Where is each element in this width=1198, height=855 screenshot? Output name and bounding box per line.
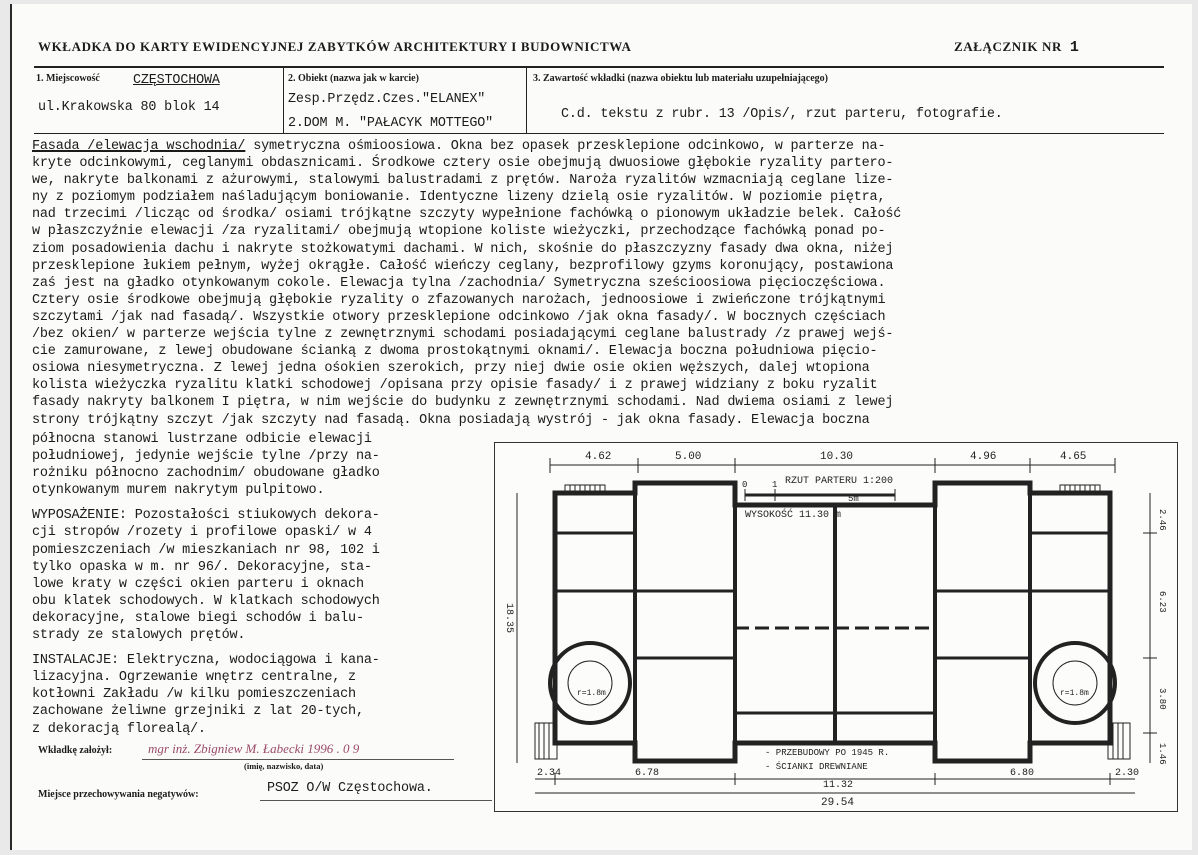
field-divider [34, 133, 1164, 134]
top-dim-3: 10.30 [820, 451, 854, 463]
text-line: rożniku północno zachodnim/ obudowane gładko [32, 466, 380, 482]
text-line: obu klatek schodowych. W klatkach schodowych [32, 593, 380, 609]
object-line-1: Zesp.Przędz.Czes."ELANEX" [288, 92, 486, 107]
attachment-no: 1 [1069, 39, 1080, 56]
object-line-2: 2.DOM M. "PAŁACYK MOTTEGO" [288, 116, 494, 131]
text-line: strady ze stalowych prętów. [32, 628, 246, 644]
total-dim: 29.54 [821, 797, 855, 809]
text-line: lizacyjna. Ogrzewanie wnętrz centralne, z [32, 670, 356, 686]
object-label: 2. Obiekt (nazwa jak w karcie) [288, 73, 419, 84]
bottom-dim-2: 6.78 [635, 768, 660, 779]
text-line: ny z poziomym podziałem naśladującym boniowanie. Identyczne lizeny dzielą osie ryzalitów. W poziomie piętra, [32, 190, 886, 206]
left-dim: 18.35 [503, 603, 514, 634]
text-line: szczytami /jak nad fasadą/. Wszystkie otwory przesklepione odcinkowo /jak okna fasady/. W bocznych częściach [32, 309, 886, 325]
text-line: tylko opaska w m. nr 96/. Dekoracyjne, sta- [32, 559, 372, 575]
founded-label: Wkładkę założył: [38, 745, 113, 756]
plan-title: RZUT PARTERU 1:200 [785, 476, 894, 487]
text-line: otynkowanym murem nakrytym pulpitowo. [32, 483, 325, 499]
right-dim-2: 6.23 [1157, 591, 1167, 613]
field-separator [283, 68, 284, 134]
text-line-rest: symetryczna ośmioosiowa. Okna bez opasek przesklepione odcinkowo, w parterze na- [245, 139, 886, 154]
text-line: INSTALACJE: Elektryczna, wodociągowa i kana- [32, 653, 380, 669]
stair-turret-left [550, 643, 630, 723]
text-line: zaś jest na gładko otynkowanym cokole. Elewacja tylna /zachodnia/ Symetryczna sześcioosiowa pięcioczęściowa. [32, 275, 886, 291]
founded-stamp: mgr inż. Zbigniew M. Łabecki 1996 . 0 9 [148, 741, 360, 756]
text-line: strony trójkątny szczyt /jak szczyty nad fasadą. Okna posiadają wystrój - jak okna fasady. Elewacja boczna [32, 412, 870, 428]
radius-right: r=1.8m [1060, 689, 1089, 698]
attachment-label: ZAŁĄCZNIK NR [954, 39, 1062, 54]
bottom-dim-5: 2.30 [1115, 768, 1140, 779]
outer-walls [555, 483, 1110, 761]
stair-core-left [568, 661, 612, 705]
text-line: pomieszczeniach /w mieszkaniach nr 98, 102 i [32, 542, 380, 558]
text-line: w płaszczyźnie elewacji /za ryzalitami/ obejmują wtopione koliste wieżyczki, przechodzące fachówką ponad po- [32, 224, 886, 240]
text-line: ziom posadowienia dachu i nakryte stożkowatymi dachami. W nich, skośnie do płaszczyzny fasady dwa okna, niżej [32, 241, 894, 257]
radius-left: r=1.8m [577, 689, 606, 698]
storage-label: Miejsce przechowywania negatywów: [38, 789, 199, 800]
text-line: lowe kraty w części okien parteru i oknach [32, 576, 364, 592]
text-line: osiowa niesymetryczna. Z lewej jedna ośokien szerokich, przy niej dwie osie okien węższych, dalej wtopiona [32, 361, 870, 377]
text-line [32, 138, 1172, 155]
text-line: cji stropów /rozety i profilowe opaski/ w 4 [32, 525, 372, 541]
right-dim-3: 3.80 [1157, 688, 1167, 710]
text-line: kotłowni Zakładu /w kilku pomieszczeniach [32, 687, 356, 703]
content-label: 3. Zawartość wkładki (nazwa obiektu lub materiału uzupełniającego) [533, 73, 829, 84]
text-line: zachowane żeliwne grzejniki z lat 20-tych, [32, 704, 364, 720]
text-line: cie zamurowane, z lewej obudowane ścianką z dwoma prostokątnymi oknami/. Elewacja boczna południowa pięcio- [32, 344, 878, 360]
address-value: ul.Krakowska 80 blok 14 [38, 100, 220, 115]
stair-turret-right [1035, 643, 1115, 723]
legend-wooden: - ŚCIANKI DREWNIANE [765, 762, 868, 772]
plan-drawing [495, 443, 1177, 811]
text-line: z dekoracją florealą/. [32, 721, 206, 737]
place-value: CZĘSTOCHOWA [133, 73, 220, 88]
text-line: we, nakryte balkonami z ażurowymi, stalowymi balustradami z prętów. Naroża ryzalitów wzmacniają ceglane lize- [32, 173, 894, 189]
text-line: północna stanowi lustrzane odbicie elewacji [32, 432, 372, 447]
scale-1: 1 [772, 480, 778, 490]
left-column-text [32, 431, 502, 738]
content-value: C.d. tekstu z rubr. 13 /Opis/, rzut parteru, fotografie. [561, 107, 1003, 122]
bottom-dim-4: 6.80 [1010, 768, 1035, 779]
storage-underline [260, 800, 492, 801]
right-dim-4: 1.46 [1157, 743, 1167, 765]
text-line: kolista wieżyczka ryzalitu klatki schodowej /opisana przy opisie fasady/ i z prawej widziany z boku ryzalit [32, 378, 878, 394]
ground-floor-plan [494, 442, 1178, 812]
top-dim-4: 4.96 [970, 451, 997, 463]
text-line: południowej, jedynie wejście tylne /przy na- [32, 449, 380, 465]
text-line [32, 499, 502, 507]
text-line: kryte odcinkowymi, ceglanymi obdasznicami. Środkowe cztery osie obejmują dwuosiowe głębokie ryzality partero- [32, 156, 894, 172]
text-line: przesklepione łukiem pełnym, wyżej okrągłe. Całość wieńczy ceglany, bezprofilowy gzyms koronujący, postawiona [32, 258, 894, 274]
text-line: fasady nakryty balkonem I piętra, w nim wejście do budynku z zewnętrznymi schodami. Nad dwiema osiami z lewej [32, 395, 894, 411]
text-line: /bez okien/ w parterze wejścia tylne z zewnętrznymi schodami posiadającymi ceglane balustrady /z prawej wejś- [32, 327, 894, 343]
text-line: dekoracyjne, stalowe biegi schodów i balu- [32, 610, 364, 626]
right-dim-1: 2.46 [1157, 509, 1167, 531]
heading-east: Fasada /elewacja wschodnia/ [32, 139, 246, 154]
legend-rebuilt: - PRZEBUDOWY PO 1945 R. [765, 748, 890, 758]
header-divider [34, 66, 1164, 68]
field-separator [526, 68, 527, 134]
card-title: WKŁADKA DO KARTY EWIDENCYJNEJ ZABYTKÓW ARCHITEKTURY I BUDOWNICTWA [38, 39, 632, 54]
place-label: 1. Miejscowość [36, 73, 100, 84]
height-note: WYSOKOŚĆ 11.30 m [745, 510, 842, 521]
bottom-dim-3: 11.32 [823, 780, 854, 791]
text-line: Cztery osie środkowe obejmują głębokie ryzality o zfazowanych narożach, jednoosiowe i zwieńczone trójkątnymi [32, 292, 886, 308]
storage-value: PSOZ O/W Częstochowa. [267, 781, 433, 796]
description-text [32, 138, 1172, 429]
top-dim-5: 4.65 [1060, 451, 1087, 463]
scale-5: 5m [848, 494, 859, 504]
top-dim-2: 5.00 [675, 451, 702, 463]
top-dim-1: 4.62 [585, 451, 612, 463]
founded-sublabel: (imię, nazwisko, data) [244, 761, 324, 771]
bottom-dim-1: 2.34 [537, 768, 562, 779]
record-card [10, 4, 1192, 850]
stair-core-right [1053, 661, 1097, 705]
text-line [32, 644, 502, 652]
attachment-number [954, 39, 1079, 56]
text-line: WYPOSAŻENIE: Pozostałości stiukowych dekora- [32, 508, 380, 524]
scale-0: 0 [742, 480, 748, 490]
founded-underline [142, 759, 454, 760]
text-line: nad trzecimi /licząc od środka/ osiami trójkątne szczyty wypełnione fachówką o pionowym układzie belek. Całość [32, 207, 902, 223]
